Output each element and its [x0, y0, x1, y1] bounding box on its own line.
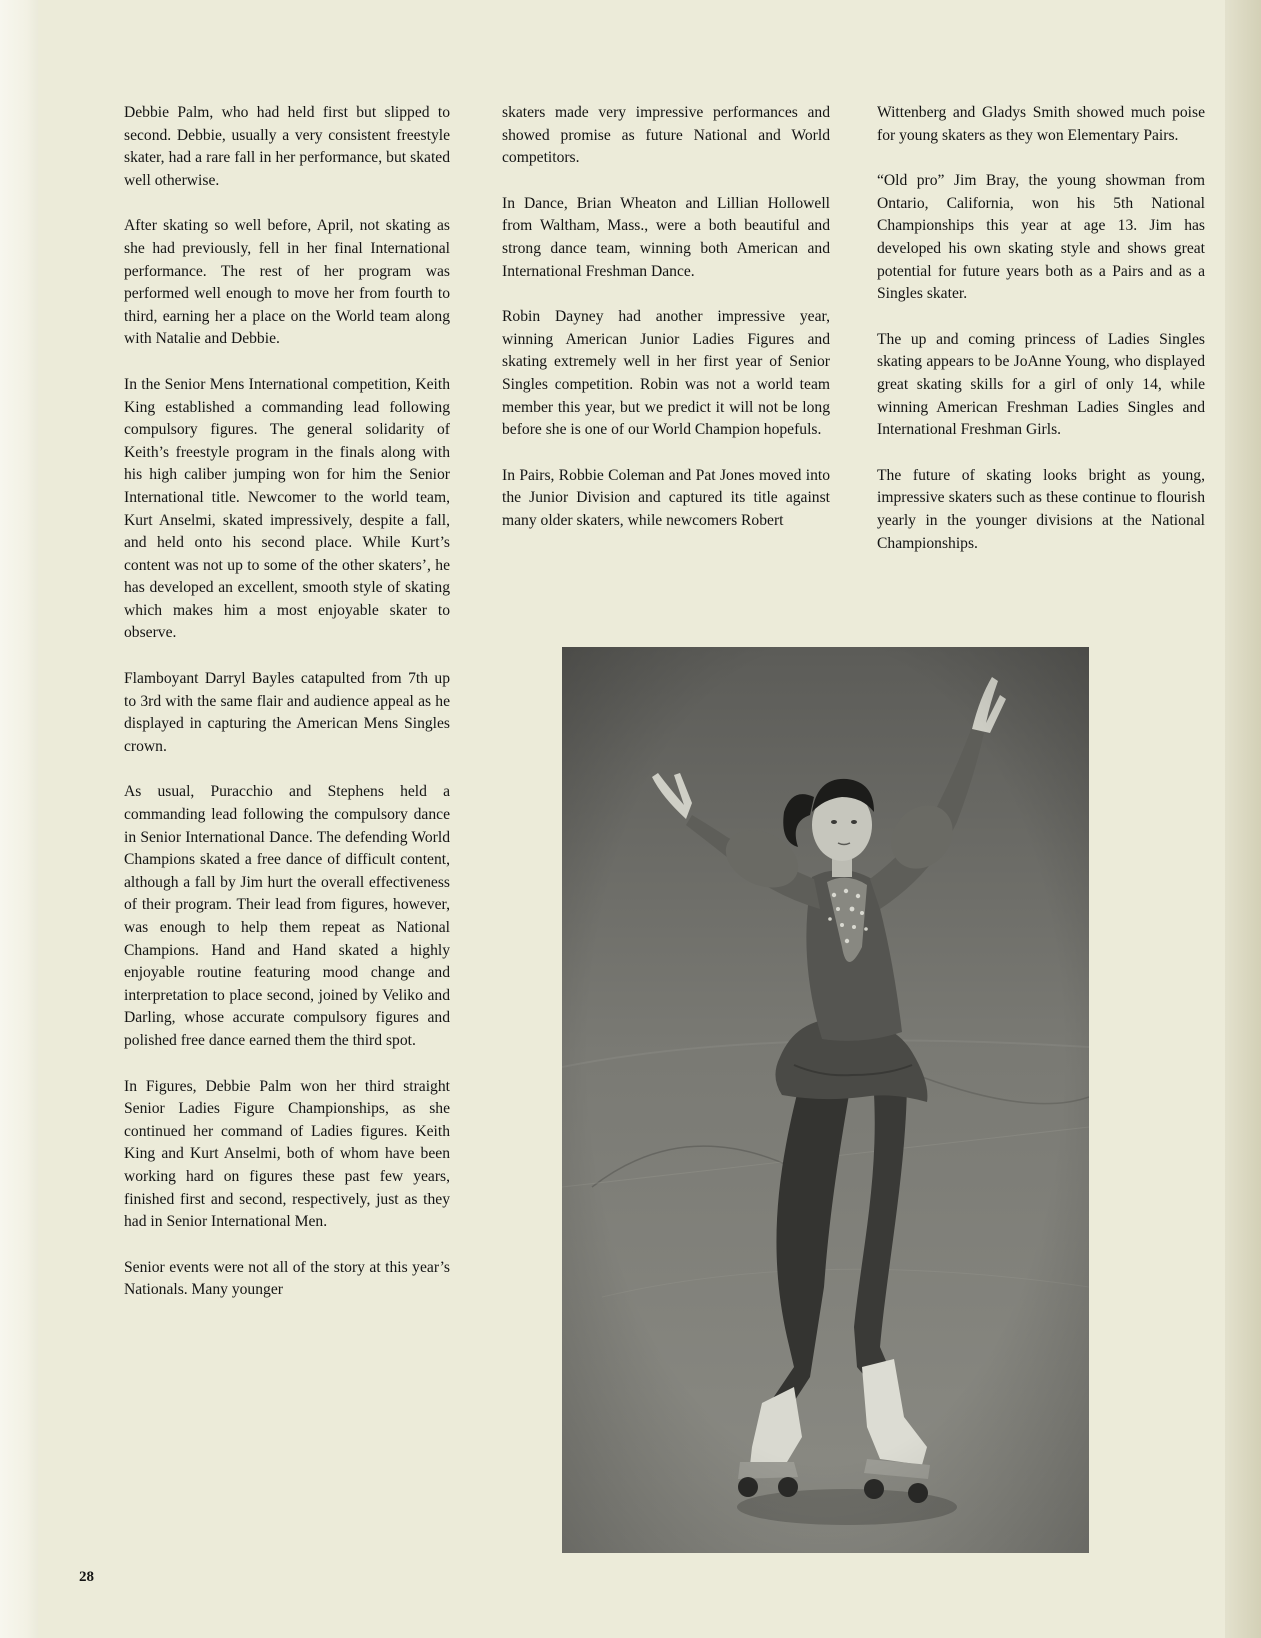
page-number: 28 [79, 1569, 94, 1585]
page-edge-right [1225, 0, 1261, 1638]
paragraph: “Old pro” Jim Bray, the young showman from Ontario, California, won his 5th National Championships this year at age 13. Jim has developed his own skating style and shows great potential for future years both as a Pairs and as a Singles skater. [877, 172, 1205, 303]
paragraph: Senior events were not all of the story at this year’s Nationals. Many younger [124, 1258, 450, 1299]
article-column-2 [502, 102, 830, 556]
page-gutter-left [0, 0, 38, 1638]
paragraph: In Figures, Debbie Palm won her third straight Senior Ladies Figure Championships, as she continued her command of Ladies figures. Keith King and Kurt Anselmi, both of whom have been working hard on figures these past few years, finished first and second, respectively, just as they had in Senior International Men. [124, 1077, 450, 1231]
paragraph: Flamboyant Darryl Bayles catapulted from 7th up to 3rd with the same flair and audience appeal as he displayed in capturing the American Mens Singles crown. [124, 670, 450, 755]
skater-illustration [562, 647, 1089, 1553]
paragraph: In Dance, Brian Wheaton and Lillian Hollowell from Waltham, Mass., were a both beautiful and strong dance team, winning both American and International Freshman Dance. [502, 194, 830, 280]
paragraph: In the Senior Mens International competition, Keith King established a commanding lead following compulsory figures. The general solidarity of Keith’s freestyle program in the finals along with his high caliber jumping won for him the Senior International title. Newcomer to the world team, Kurt Anselmi, skated impressively, despite a fall, and held onto his second place. While Kurt’s content was not up to some of the other skaters’, he has developed an excellent, smooth style of skating which makes him a most enjoyable skater to observe. [124, 375, 450, 642]
article-column-1 [124, 102, 450, 1325]
paragraph: Wittenberg and Gladys Smith showed much poise for young skaters as they won Elementary Pairs. [877, 104, 1205, 144]
paragraph: As usual, Puracchio and Stephens held a commanding lead following the compulsory dance in Senior International Dance. The defending World Champions skated a free dance of difficult content, although a fall by Jim hurt the overall effectiveness of their program. Their lead from figures, however, was enough to help them repeat as National Champions. Hand and Hand skated a highly enjoyable routine featuring mood change and interpretation to place second, joined by Veliko and Darling, whose accurate compulsory figures and polished free dance earned them the third spot. [124, 783, 450, 1049]
skater-photo [562, 647, 1089, 1553]
paragraph: Robin Dayney had another impressive year, winning American Junior Ladies Figures and skating extremely well in her first year of Senior Singles competition. Robin was not a world team member this year, but we predict it will not be long before she is one of our World Champion hopefuls. [502, 308, 830, 439]
paragraph: Debbie Palm, who had held first but slipped to second. Debbie, usually a very consistent freestyle skater, had a rare fall in her performance, but skated well otherwise. [124, 104, 450, 189]
paragraph: After skating so well before, April, not skating as she had previously, fell in her final International performance. The rest of her program was performed well enough to move her from fourth to third, earning her a place on the World team along with Natalie and Debbie. [124, 217, 450, 348]
paragraph: In Pairs, Robbie Coleman and Pat Jones moved into the Junior Division and captured its title against many older skaters, while newcomers Robert [502, 466, 830, 529]
paragraph: The up and coming princess of Ladies Singles skating appears to be JoAnne Young, who displayed great skating skills for a girl of only 14, while winning American Freshman Ladies Singles and International Freshman Girls. [877, 330, 1205, 439]
paragraph: The future of skating looks bright as young, impressive skaters such as these continue to flourish yearly in the younger divisions at the National Championships. [877, 466, 1205, 552]
article-column-3 [877, 102, 1205, 578]
paragraph: skaters made very impressive performances and showed promise as future National and World competitors. [502, 104, 830, 167]
